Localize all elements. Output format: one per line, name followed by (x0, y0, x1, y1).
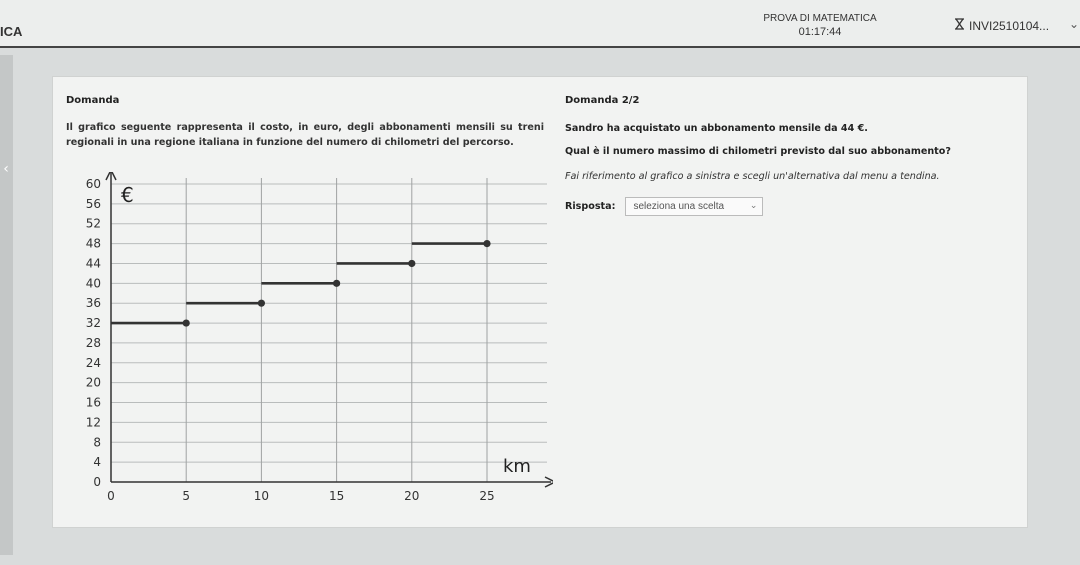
sidebar-strip (0, 55, 13, 555)
exam-timer: 01:17:44 (798, 26, 842, 38)
stimulus-text: Il grafico seguente rappresenta il costo, in euro, degli abbonamenti mensili su treni regionali in una regione italiana in funzione del numero di chilometri del percorso. (66, 122, 544, 148)
question-line-2: Qual è il numero massimo di chilometri previsto dal suo abbonamento? (565, 146, 951, 157)
x-tick-label: 5 (182, 489, 191, 503)
step-endpoint (333, 280, 340, 287)
question-counter: Domanda 2/2 (565, 95, 640, 106)
answer-dropdown-value: seleziona una scelta (633, 201, 725, 212)
y-tick-label: 52 (85, 216, 101, 231)
app-name: ICA (0, 24, 23, 39)
x-tick-label: 10 (253, 489, 270, 503)
x-tick-label: 0 (107, 489, 115, 503)
y-tick-label: 44 (85, 256, 101, 271)
question-panel (52, 76, 1028, 528)
chevron-left-icon[interactable]: ‹ (3, 161, 9, 177)
y-tick-label: 16 (85, 395, 101, 410)
y-tick-label: 24 (85, 355, 101, 370)
y-axis-label: € (121, 183, 134, 207)
step-endpoint (483, 240, 490, 247)
x-axis-label: km (503, 456, 531, 477)
step-endpoint (258, 300, 265, 307)
y-tick-label: 4 (93, 455, 101, 470)
question-pane (565, 95, 1005, 212)
exam-title: PROVA DI MATEMATICA (763, 13, 877, 24)
step-endpoint (183, 319, 190, 326)
stimulus-heading: Domanda (66, 95, 120, 106)
y-tick-label: 40 (85, 276, 101, 291)
y-tick-label: 0 (93, 475, 101, 489)
user-id: INVI2510104... (969, 18, 1050, 33)
x-tick-label: 20 (404, 489, 420, 503)
chevron-down-icon: ⌄ (749, 200, 758, 210)
answer-dropdown[interactable] (625, 197, 763, 216)
user-menu[interactable] (954, 17, 1080, 33)
step-endpoint (408, 260, 415, 267)
step-chart (63, 172, 553, 512)
question-hint: Fai riferimento al grafico a sinistra e scegli un'alternativa dal menu a tendina. (565, 171, 940, 182)
y-tick-label: 20 (85, 375, 101, 390)
y-tick-label: 28 (85, 335, 101, 350)
y-tick-label: 32 (85, 316, 101, 331)
chevron-down-icon[interactable]: ⌄ (1069, 17, 1080, 31)
answer-row (565, 197, 763, 216)
y-tick-label: 36 (85, 296, 101, 311)
y-tick-label: 60 (85, 177, 101, 191)
y-tick-label: 48 (85, 236, 101, 251)
y-tick-label: 12 (85, 415, 101, 430)
y-tick-label: 56 (85, 196, 101, 211)
x-tick-label: 25 (479, 489, 495, 503)
y-tick-label: 8 (93, 435, 101, 450)
stimulus-pane (66, 95, 546, 150)
answer-label: Risposta: (565, 201, 616, 212)
question-line-1: Sandro ha acquistato un abbonamento mensile da 44 €. (565, 123, 868, 134)
top-bar (0, 0, 1080, 48)
x-tick-label: 15 (328, 489, 345, 503)
hourglass-icon (954, 18, 965, 33)
